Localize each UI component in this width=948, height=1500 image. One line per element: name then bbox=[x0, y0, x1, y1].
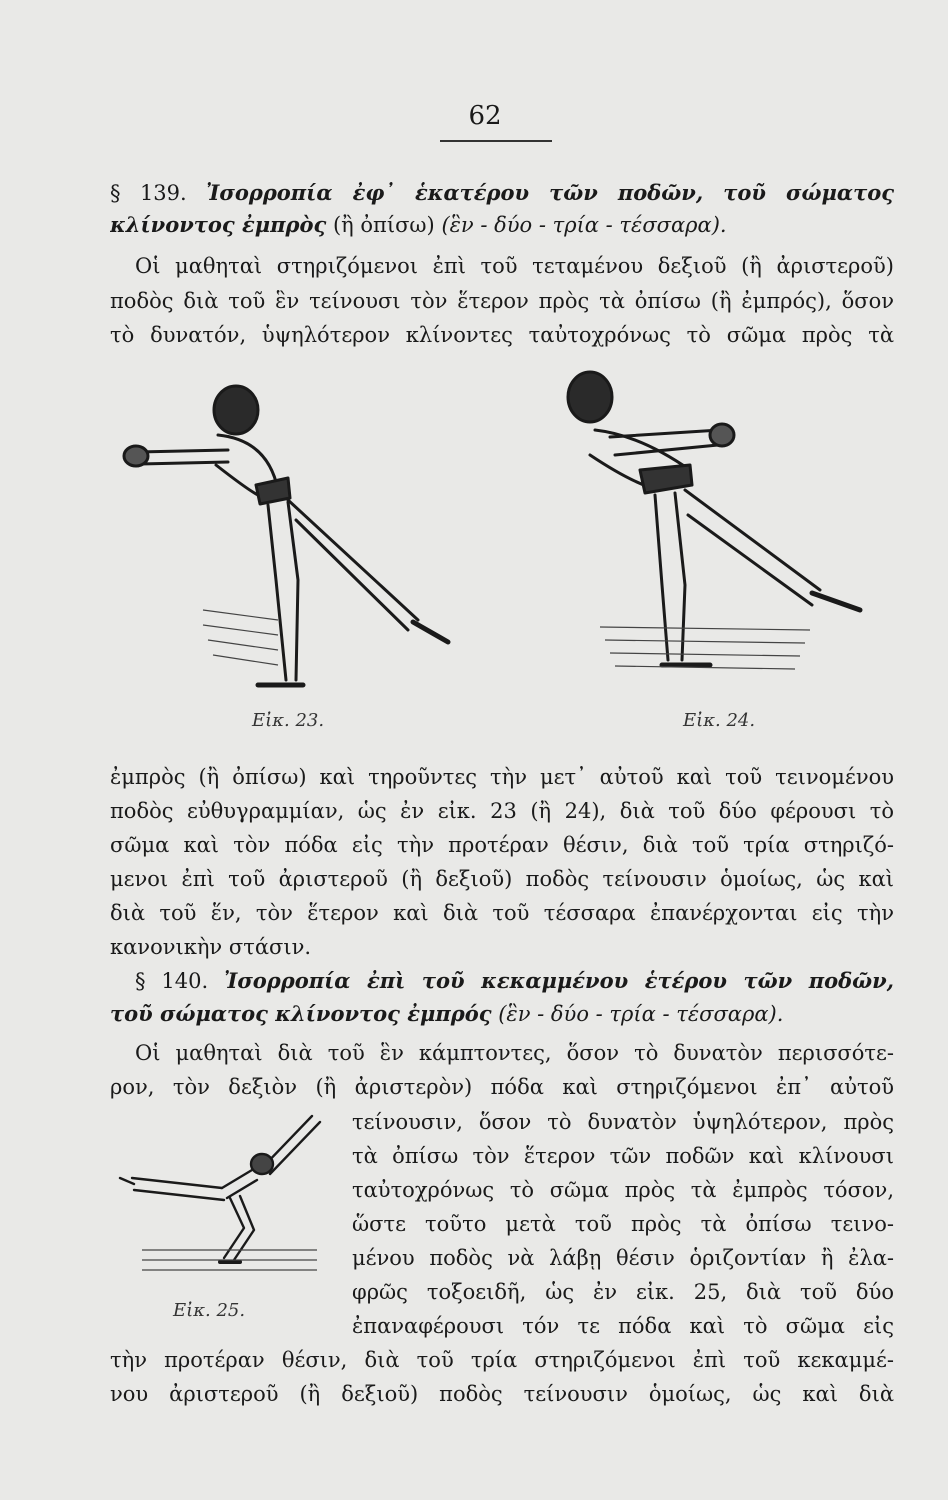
text-line: τείνουσιν, ὅσον τὸ δυνατὸν ὑψηλότερον, πρὸς bbox=[352, 1110, 894, 1134]
section-139-heading-line2 bbox=[110, 210, 894, 240]
section-139-heading-line1 bbox=[110, 178, 894, 208]
text-line: μενοι ἐπὶ τοῦ ἀριστεροῦ (ἢ δεξιοῦ) ποδὸς τείνουσιν ὁμοίως, ὡς καὶ bbox=[110, 867, 894, 891]
figure-24-illustration bbox=[550, 365, 870, 685]
section-139-number: § 139. bbox=[110, 181, 187, 205]
text-line: τὴν προτέραν θέσιν, διὰ τοῦ τρία στηριζόμενοι ἐπὶ τοῦ κεκαμμέ- bbox=[110, 1348, 894, 1372]
figure-25-illustration bbox=[112, 1108, 337, 1283]
text-line: τὸ δυνατόν, ὑψηλότερον κλίνοντες ταὐτοχρόνως τὸ σῶμα πρὸς τὰ bbox=[110, 323, 894, 347]
section-140-title-count: (ἓν - δύο - τρία - τέσσαρα). bbox=[498, 1002, 784, 1026]
text-line: ταὐτοχρόνως τὸ σῶμα πρὸς τὰ ἐμπρὸς τόσον, bbox=[352, 1178, 894, 1202]
text-line: κανονικὴν στάσιν. bbox=[110, 935, 312, 959]
text-line: φρῶς τοξοειδῆ, ὡς ἐν εἰκ. 25, διὰ τοῦ δύο bbox=[352, 1280, 894, 1304]
section-140-heading-line2 bbox=[110, 999, 894, 1029]
section-140-number: § 140. bbox=[135, 969, 209, 993]
text-line: ρον, τὸν δεξιὸν (ἢ ἀριστερὸν) πόδα καὶ στηριζόμενοι ἐπ᾽ αὐτοῦ bbox=[110, 1075, 894, 1099]
figure-25-caption: Εἰκ. 25. bbox=[173, 1300, 246, 1321]
figure-24-caption: Εἰκ. 24. bbox=[683, 710, 756, 731]
text-line: ἐμπρὸς (ἢ ὀπίσω) καὶ τηροῦντες τὴν μετ᾽ αὐτοῦ καὶ τοῦ τεινομένου bbox=[110, 765, 894, 789]
text-line: ποδὸς εὐθυγραμμίαν, ὡς ἐν εἰκ. 23 (ἢ 24), διὰ τοῦ δύο φέρουσι τὸ bbox=[110, 799, 894, 823]
section-139-title-line1: Ἰσορροπία ἐφ᾽ ἑκατέρου τῶν ποδῶν, τοῦ σώματος bbox=[206, 180, 894, 205]
text-line: νου ἀριστεροῦ (ἢ δεξιοῦ) ποδὸς τείνουσιν ὁμοίως, ὡς καὶ διὰ bbox=[110, 1382, 894, 1406]
page-number: 62 bbox=[468, 101, 502, 131]
section-140-heading-line1 bbox=[135, 966, 894, 996]
section-139-title-count: (ἓν - δύο - τρία - τέσσαρα). bbox=[441, 213, 727, 237]
figure-23-illustration bbox=[118, 380, 463, 700]
figure-23-caption: Εἰκ. 23. bbox=[252, 710, 325, 731]
text-line: σῶμα καὶ τὸν πόδα εἰς τὴν προτέραν θέσιν, διὰ τοῦ τρία στηριζό- bbox=[110, 833, 894, 857]
text-line: Οἱ μαθηταὶ διὰ τοῦ ἓν κάμπτοντες, ὅσον τὸ δυνατὸν περισσότε- bbox=[135, 1041, 894, 1065]
text-line: Οἱ μαθηταὶ στηριζόμενοι ἐπὶ τοῦ τεταμένου δεξιοῦ (ἢ ἀριστεροῦ) bbox=[135, 254, 894, 278]
text-line: ἐπαναφέρουσι τόν τε πόδα καὶ τὸ σῶμα εἰς bbox=[352, 1314, 894, 1338]
section-139-title-plain: (ἢ ὀπίσω) bbox=[332, 213, 435, 237]
header-rule bbox=[440, 140, 552, 142]
text-line: ποδὸς διὰ τοῦ ἓν τείνουσι τὸν ἕτερον πρὸς τὰ ὀπίσω (ἢ ἐμπρός), ὅσον bbox=[110, 289, 894, 313]
section-140-title-bold: τοῦ σώματος κλίνοντος ἐμπρός bbox=[110, 1001, 492, 1026]
section-140-title-line1: Ἰσορροπία ἐπὶ τοῦ κεκαμμένου ἑτέρου τῶν ποδῶν, bbox=[224, 968, 894, 993]
text-line: τὰ ὀπίσω τὸν ἕτερον τῶν ποδῶν καὶ κλίνουσι bbox=[352, 1144, 894, 1168]
text-line: ὥστε τοῦτο μετὰ τοῦ πρὸς τὰ ὀπίσω τεινο- bbox=[352, 1212, 894, 1236]
text-line: διὰ τοῦ ἕν, τὸν ἕτερον καὶ διὰ τοῦ τέσσαρα ἐπανέρχονται εἰς τὴν bbox=[110, 901, 894, 925]
text-line: μένου ποδὸς νὰ λάβῃ θέσιν ὁριζοντίαν ἢ ἐλα- bbox=[352, 1246, 894, 1270]
section-139-title-bold: κλίνοντος ἐμπρὸς bbox=[110, 212, 327, 237]
